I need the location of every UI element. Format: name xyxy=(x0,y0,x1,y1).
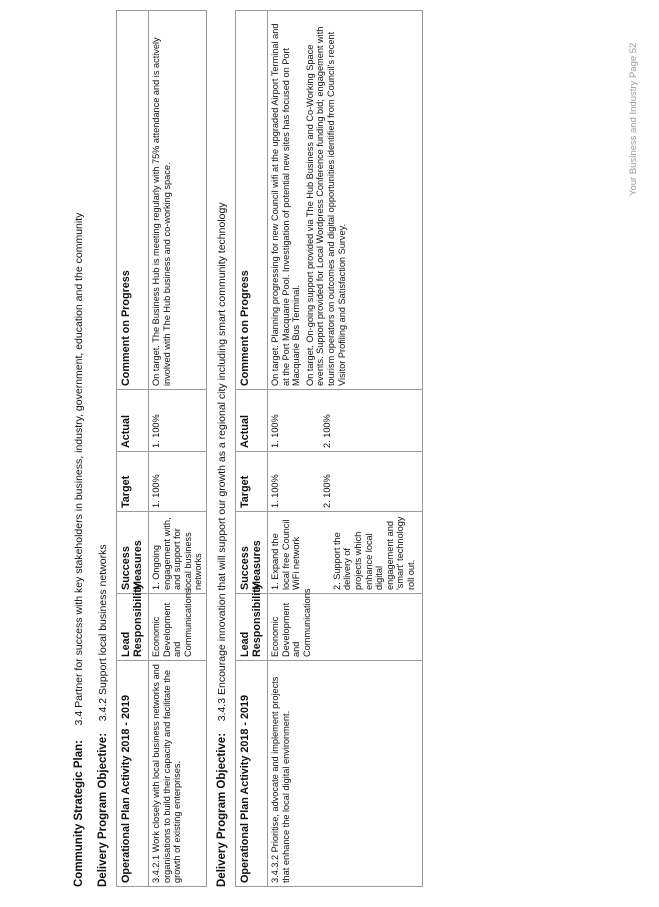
table-row xyxy=(149,11,207,887)
actual-cell: 1. 100% xyxy=(149,390,207,452)
actual-cell xyxy=(267,390,422,452)
activity-cell: 3.4.2.1 Work closely with local business networks and organisations to build their capacity and facilitate the growth of existing enterprises. xyxy=(149,661,207,887)
csp-label: Community Strategic Plan: xyxy=(73,740,85,887)
table-header-row xyxy=(117,11,149,887)
target-1: 1. 100% xyxy=(269,474,280,508)
header-actual: Actual xyxy=(235,390,267,452)
page-content xyxy=(72,11,423,887)
comment-1: On target. Planning progressing for new Council wifi at the upgraded Airport Terminal and at the Port Macquarie Pool. Investigation of potential new sites has focused on Port Macquarie Bus Terminal. xyxy=(269,23,302,386)
delivery-objective-2 xyxy=(215,11,229,887)
header-measures: Success Measures xyxy=(235,512,267,594)
header-measures: Success Measures xyxy=(117,512,149,594)
target-cell xyxy=(267,452,422,512)
measure-cell: 1. Ongoing engagement with, and support for local business networks xyxy=(149,512,207,594)
target-cell: 1. 100% xyxy=(149,452,207,512)
csp-value: 3.4 Partner for success with key stakeholders in business, industry, government, education and the community xyxy=(73,212,85,726)
page-footer xyxy=(628,18,640,198)
objective-label: Delivery Program Objective: xyxy=(215,732,228,887)
comment-2: On target. On-going support provided via The Hub Business and Co-Working Space events. Support provided for Local Wordpress Conference funding bid; engagement with tourism operators on outcomes and digital opportunities identified from Council's recent Visitor Profiling and Satisfaction Survey. xyxy=(304,26,347,386)
plan-table-2 xyxy=(235,10,423,887)
table-row xyxy=(267,11,422,887)
objective-value: 3.4.2 Support local business networks xyxy=(97,544,109,722)
lead-cell: Economic Development and Communications xyxy=(149,594,207,661)
measure-1: 1. Expand the local free Council WiFi network xyxy=(269,519,302,590)
plan-table-1 xyxy=(116,10,207,887)
comment-cell: On target. The Business Hub is meeting regularly with 75% attendance and is actively involved with The Hub business and co-working space. xyxy=(149,11,207,390)
activity-cell: 3.4.3.2 Prioritise, advocate and implement projects that enhance the local digital environment. xyxy=(267,661,422,887)
header-actual: Actual xyxy=(117,390,149,452)
lead-cell: Economic Development and Communications xyxy=(267,594,422,661)
measure-2: 2. Support the delivery of projects which enhance local digital engagement and 'smart' technology roll out. xyxy=(331,516,416,590)
header-comment: Comment on Progress xyxy=(235,11,267,390)
target-2: 2. 100% xyxy=(321,474,332,508)
header-activity: Operational Plan Activity 2018 - 2019 xyxy=(235,661,267,887)
header-comment: Comment on Progress xyxy=(117,11,149,390)
measure-cell xyxy=(267,512,422,594)
header-target: Target xyxy=(235,452,267,512)
header-lead: Lead Responsibility xyxy=(235,594,267,661)
delivery-objective-1 xyxy=(96,11,110,887)
header-activity: Operational Plan Activity 2018 - 2019 xyxy=(117,661,149,887)
table-header-row xyxy=(235,11,267,887)
objective-label: Delivery Program Objective: xyxy=(97,732,109,887)
community-strategic-plan xyxy=(72,11,86,887)
footer-text: Your Business and Industry Page 52 xyxy=(628,42,639,196)
comment-cell xyxy=(267,11,422,390)
actual-2: 2. 100% xyxy=(321,414,332,448)
objective-value: 3.4.3 Encourage innovation that will support our growth as a regional city including smart community technology xyxy=(215,202,228,722)
header-target: Target xyxy=(117,452,149,512)
header-lead: Lead Responsibility xyxy=(117,594,149,661)
actual-1: 1. 100% xyxy=(269,414,280,448)
